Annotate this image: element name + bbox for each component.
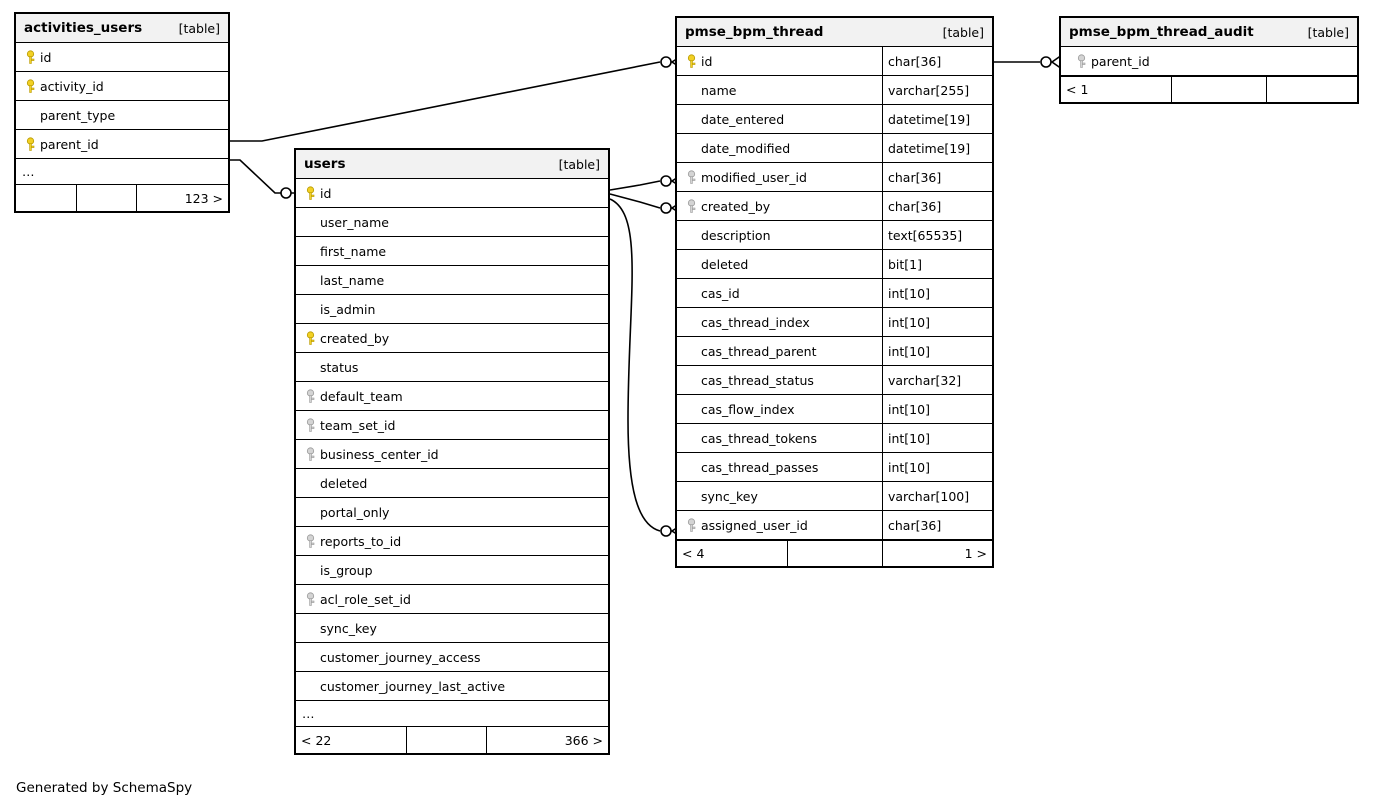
- column-type: int[10]: [882, 308, 992, 336]
- column-name-cell: [677, 308, 882, 336]
- table-row[interactable]: [296, 295, 608, 324]
- column-name-cell: [296, 179, 608, 207]
- table-row[interactable]: [296, 556, 608, 585]
- column-name-cell: [677, 337, 882, 365]
- column-name-cell: [677, 511, 882, 539]
- column-name-cell: [296, 585, 608, 613]
- column-name-cell: [296, 411, 608, 439]
- primary-key-icon: [22, 137, 38, 152]
- column-name-cell: [296, 498, 608, 526]
- column-type: int[10]: [882, 453, 992, 481]
- column-label: first_name: [320, 243, 387, 259]
- table-row[interactable]: [296, 498, 608, 527]
- foreign-key-icon: [683, 518, 699, 533]
- foreign-key-icon: [302, 534, 318, 549]
- foreign-key-icon: [302, 389, 318, 404]
- column-label: customer_journey_access: [320, 649, 481, 665]
- column-label: is_admin: [320, 301, 376, 317]
- table-row[interactable]: [677, 76, 992, 105]
- column-type: text[65535]: [882, 221, 992, 249]
- table-title: pmse_bpm_thread_audit: [1069, 24, 1254, 40]
- table-type-tag: [table]: [1307, 24, 1349, 40]
- table-row[interactable]: [677, 192, 992, 221]
- column-label: default_team: [320, 388, 403, 404]
- table-pmse_bpm_thread[interactable]: [675, 16, 994, 568]
- column-type: char[36]: [882, 192, 992, 220]
- column-name-cell: [677, 279, 882, 307]
- table-row[interactable]: [677, 163, 992, 192]
- table-row[interactable]: [677, 134, 992, 163]
- footer-middle: [76, 185, 136, 211]
- column-name-cell: [677, 366, 882, 394]
- column-type: char[36]: [882, 47, 992, 75]
- table-row[interactable]: [296, 614, 608, 643]
- table-row[interactable]: [677, 482, 992, 511]
- table-type-tag: [table]: [558, 156, 600, 172]
- table-row[interactable]: [296, 382, 608, 411]
- column-name-cell: [296, 295, 608, 323]
- column-label: is_group: [320, 562, 373, 578]
- table-pmse_bpm_thread_audit[interactable]: [1059, 16, 1359, 104]
- footer-middle: [787, 541, 882, 566]
- column-label: status: [320, 359, 359, 375]
- column-label: id: [40, 49, 52, 65]
- table-footer: [677, 540, 992, 566]
- table-row[interactable]: [677, 366, 992, 395]
- table-row[interactable]: [677, 221, 992, 250]
- primary-key-icon: [683, 54, 699, 69]
- table-row[interactable]: [677, 250, 992, 279]
- column-type: char[36]: [882, 163, 992, 191]
- column-label: last_name: [320, 272, 385, 288]
- table-row[interactable]: [296, 208, 608, 237]
- table-row[interactable]: [296, 353, 608, 382]
- column-name-cell: [677, 134, 882, 162]
- more-columns-indicator: …: [296, 701, 608, 727]
- column-name-cell: [296, 469, 608, 497]
- column-name-cell: [677, 163, 882, 191]
- column-name-cell: [296, 527, 608, 555]
- primary-key-icon: [302, 331, 318, 346]
- column-name-cell: [16, 130, 228, 158]
- column-label: cas_thread_index: [701, 314, 810, 330]
- column-type: int[10]: [882, 424, 992, 452]
- table-row[interactable]: [296, 643, 608, 672]
- column-label: sync_key: [320, 620, 377, 636]
- column-name-cell: [296, 382, 608, 410]
- foreign-key-icon: [302, 418, 318, 433]
- column-name-cell: [296, 266, 608, 294]
- column-name-cell: [677, 192, 882, 220]
- column-name-cell: [677, 424, 882, 452]
- column-name-cell: [296, 237, 608, 265]
- column-label: id: [320, 185, 332, 201]
- column-label: created_by: [701, 198, 771, 214]
- column-name-cell: [677, 105, 882, 133]
- column-label: cas_thread_parent: [701, 343, 817, 359]
- footer-left: [16, 185, 76, 211]
- table-title: activities_users: [24, 20, 143, 36]
- column-name-cell: [296, 614, 608, 642]
- more-columns-indicator: …: [16, 159, 228, 185]
- column-label: modified_user_id: [701, 169, 807, 185]
- column-name-cell: [296, 324, 608, 352]
- column-type: varchar[100]: [882, 482, 992, 510]
- table-row[interactable]: [16, 101, 228, 130]
- column-name-cell: [296, 556, 608, 584]
- table-row[interactable]: [677, 47, 992, 76]
- column-label: date_entered: [701, 111, 785, 127]
- foreign-key-icon: [683, 199, 699, 214]
- column-name-cell: [677, 76, 882, 104]
- table-row[interactable]: [1061, 47, 1357, 76]
- table-header: [1061, 18, 1357, 47]
- footer-left: < 22: [301, 732, 332, 748]
- table-row[interactable]: [677, 453, 992, 482]
- table-row[interactable]: [296, 266, 608, 295]
- column-label: cas_thread_status: [701, 372, 814, 388]
- footer-right: 123 >: [136, 185, 228, 211]
- table-row[interactable]: [296, 324, 608, 353]
- table-row[interactable]: [677, 337, 992, 366]
- table-row[interactable]: [677, 308, 992, 337]
- foreign-key-icon: [683, 170, 699, 185]
- column-name-cell: [1061, 47, 1357, 75]
- table-header: [677, 18, 992, 47]
- table-title: pmse_bpm_thread: [685, 24, 824, 40]
- column-type: varchar[32]: [882, 366, 992, 394]
- column-type: int[10]: [882, 395, 992, 423]
- column-name-cell: [296, 440, 608, 468]
- column-type: char[36]: [882, 511, 992, 539]
- column-label: cas_flow_index: [701, 401, 795, 417]
- column-name-cell: [677, 47, 882, 75]
- column-label: created_by: [320, 330, 390, 346]
- column-type: datetime[19]: [882, 134, 992, 162]
- foreign-key-icon: [302, 592, 318, 607]
- table-row[interactable]: [296, 411, 608, 440]
- table-row[interactable]: [16, 43, 228, 72]
- column-name-cell: [296, 353, 608, 381]
- footer-right: 1 >: [882, 541, 992, 566]
- footer-left: < 1: [1066, 82, 1089, 97]
- table-type-tag: [table]: [178, 20, 220, 36]
- table-row[interactable]: [677, 511, 992, 540]
- table-header: [16, 14, 228, 43]
- table-footer: [16, 185, 228, 211]
- column-label: acl_role_set_id: [320, 591, 411, 607]
- footer-left: < 4: [682, 546, 705, 561]
- column-label: user_name: [320, 214, 389, 230]
- column-name-cell: [296, 672, 608, 700]
- column-label: cas_id: [701, 285, 740, 301]
- foreign-key-icon: [1073, 54, 1089, 69]
- column-name-cell: [677, 250, 882, 278]
- column-name-cell: [296, 208, 608, 236]
- column-label: date_modified: [701, 140, 791, 156]
- column-type: datetime[19]: [882, 105, 992, 133]
- column-type: varchar[255]: [882, 76, 992, 104]
- column-name-cell: [16, 101, 228, 129]
- table-footer: [296, 727, 608, 753]
- column-label: sync_key: [701, 488, 758, 504]
- table-row[interactable]: [16, 72, 228, 101]
- column-name-cell: [16, 72, 228, 100]
- table-row[interactable]: [16, 130, 228, 159]
- footer-middle: [1171, 77, 1266, 102]
- primary-key-icon: [22, 50, 38, 65]
- column-name-cell: [677, 221, 882, 249]
- table-row[interactable]: [296, 585, 608, 614]
- table-row[interactable]: [677, 105, 992, 134]
- table-header: [296, 150, 608, 179]
- table-row[interactable]: [296, 440, 608, 469]
- column-label: parent_id: [40, 136, 99, 152]
- column-label: activity_id: [40, 78, 104, 94]
- table-activities_users[interactable]: [14, 12, 230, 213]
- table-type-tag: [table]: [942, 24, 984, 40]
- column-label: team_set_id: [320, 417, 396, 433]
- column-label: description: [701, 227, 771, 243]
- footer-right: 366 >: [486, 727, 608, 753]
- column-label: customer_journey_last_active: [320, 678, 506, 694]
- column-name-cell: [677, 395, 882, 423]
- column-label: id: [701, 53, 713, 69]
- column-name-cell: [677, 453, 882, 481]
- footer-middle: [406, 727, 486, 753]
- column-type: int[10]: [882, 279, 992, 307]
- table-row[interactable]: [296, 469, 608, 498]
- table-row[interactable]: [296, 237, 608, 266]
- column-label: reports_to_id: [320, 533, 402, 549]
- column-name-cell: [677, 482, 882, 510]
- table-row[interactable]: [677, 279, 992, 308]
- primary-key-icon: [302, 186, 318, 201]
- table-row[interactable]: [296, 527, 608, 556]
- column-label: assigned_user_id: [701, 517, 808, 533]
- column-label: cas_thread_tokens: [701, 430, 817, 446]
- column-label: deleted: [320, 475, 368, 491]
- column-label: deleted: [701, 256, 749, 272]
- column-label: name: [701, 82, 737, 98]
- table-users[interactable]: [294, 148, 610, 755]
- primary-key-icon: [22, 79, 38, 94]
- generated-by-credit: Generated by SchemaSpy: [16, 780, 193, 796]
- table-footer: [1061, 76, 1357, 102]
- table-row[interactable]: [296, 672, 608, 701]
- column-type: int[10]: [882, 337, 992, 365]
- column-name-cell: [296, 643, 608, 671]
- table-title: users: [304, 156, 346, 172]
- footer-right: [1266, 77, 1357, 102]
- column-label: business_center_id: [320, 446, 439, 462]
- column-label: portal_only: [320, 504, 390, 520]
- foreign-key-icon: [302, 447, 318, 462]
- column-label: parent_type: [40, 107, 116, 123]
- column-label: cas_thread_passes: [701, 459, 819, 475]
- column-name-cell: [16, 43, 228, 71]
- column-type: bit[1]: [882, 250, 992, 278]
- table-row[interactable]: [677, 424, 992, 453]
- column-label: parent_id: [1091, 53, 1150, 69]
- table-row[interactable]: [296, 179, 608, 208]
- table-row[interactable]: [677, 395, 992, 424]
